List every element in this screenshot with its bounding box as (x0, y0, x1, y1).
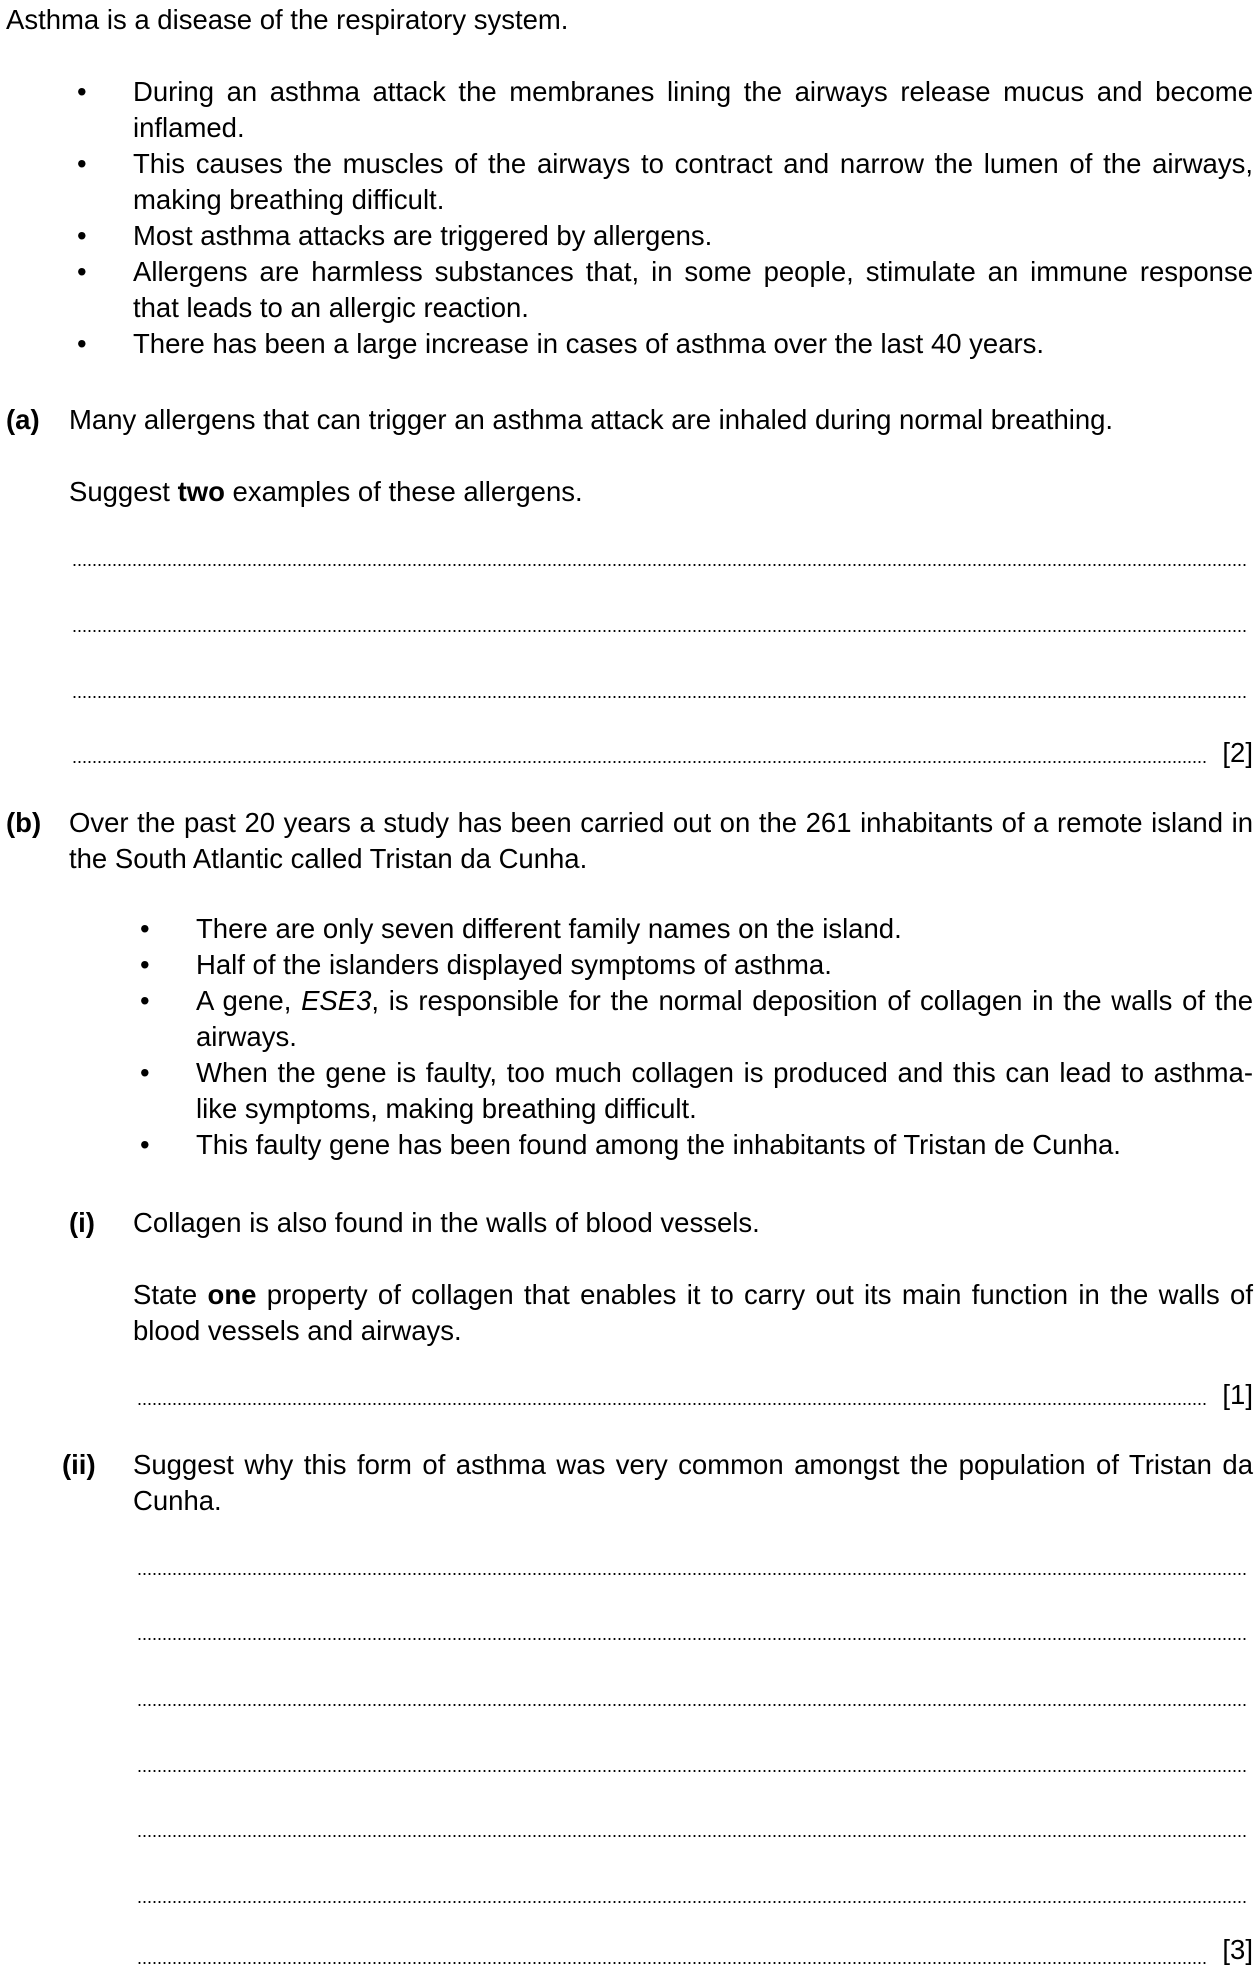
bullet-icon: • (140, 985, 150, 1016)
gene-name: ESE3 (301, 985, 372, 1016)
part-b-bullet-list (140, 911, 1253, 1163)
answer-line[interactable] (72, 696, 1248, 698)
list-item: • During an asthma attack the membranes lining the airways release mucus and become inflamed. (77, 76, 1253, 143)
list-item: • This causes the muscles of the airways to contract and narrow the lumen of the airways, making breathing difficult. (77, 148, 1253, 215)
answer-line[interactable] (137, 1901, 1248, 1903)
list-item: • Most asthma attacks are triggered by allergens. (133, 218, 1253, 254)
bullet-icon: • (77, 220, 87, 251)
bullet-icon: • (140, 1129, 150, 1160)
answer-line[interactable] (137, 1770, 1248, 1772)
answer-line[interactable] (137, 1835, 1248, 1837)
bullet-icon: • (140, 1057, 150, 1088)
answer-line[interactable] (72, 630, 1248, 632)
intro-text: Asthma is a disease of the respiratory system. (6, 4, 569, 35)
marks-label: [1] (1222, 1379, 1253, 1410)
bullet-icon: • (77, 256, 87, 287)
bullet-icon: • (140, 913, 150, 944)
part-a-prompt: Suggest two examples of these allergens. (69, 476, 583, 507)
list-item: • A gene, ESE3, is responsible for the normal deposition of collagen in the walls of the airways. (140, 985, 1253, 1052)
emphasis: one (207, 1279, 257, 1310)
bullet-icon: • (77, 148, 87, 179)
answer-line[interactable] (137, 1573, 1248, 1575)
answer-line[interactable] (137, 1962, 1208, 1964)
bullet-icon: • (140, 949, 150, 980)
list-item: • Half of the islanders displayed symptoms of asthma. (196, 947, 1253, 983)
part-b-i-prompt: State one property of collagen that enables it to carry out its main function in the walls of blood vessels and airways. (133, 1279, 1253, 1346)
marks-label: [2] (1222, 737, 1253, 768)
part-b-label: (b) (6, 807, 42, 838)
answer-line[interactable] (72, 564, 1248, 566)
marks-label: [3] (1222, 1934, 1253, 1965)
list-item: • This faulty gene has been found among the inhabitants of Tristan de Cunha. (196, 1127, 1253, 1163)
intro-bullet-list (77, 74, 1253, 362)
answer-line[interactable] (137, 1638, 1248, 1640)
part-b-ii-question: Suggest why this form of asthma was very common amongst the population of Tristan da Cunha. (133, 1449, 1253, 1516)
answer-line[interactable] (72, 761, 1208, 763)
part-b-i-label: (i) (69, 1207, 95, 1238)
part-a-question: Many allergens that can trigger an asthma attack are inhaled during normal breathing. (69, 404, 1114, 435)
bullet-icon: • (77, 76, 87, 107)
part-b-ii-label: (ii) (62, 1449, 96, 1480)
emphasis: two (177, 476, 225, 507)
part-a-label: (a) (6, 404, 40, 435)
list-item: • When the gene is faulty, too much collagen is produced and this can lead to asthma-like symptoms, making breathing difficult. (140, 1057, 1253, 1124)
answer-line[interactable] (137, 1403, 1208, 1405)
bullet-icon: • (77, 328, 87, 359)
part-b-question: Over the past 20 years a study has been carried out on the 261 inhabitants of a remote island in the South Atlantic called Tristan da Cunha. (69, 807, 1253, 874)
part-b-i-question: Collagen is also found in the walls of blood vessels. (133, 1207, 760, 1238)
list-item: • Allergens are harmless substances that, in some people, stimulate an immune response that leads to an allergic reaction. (77, 256, 1253, 323)
list-item: • There has been a large increase in cases of asthma over the last 40 years. (133, 326, 1253, 362)
answer-line[interactable] (137, 1704, 1248, 1706)
list-item: • There are only seven different family names on the island. (196, 911, 1253, 947)
